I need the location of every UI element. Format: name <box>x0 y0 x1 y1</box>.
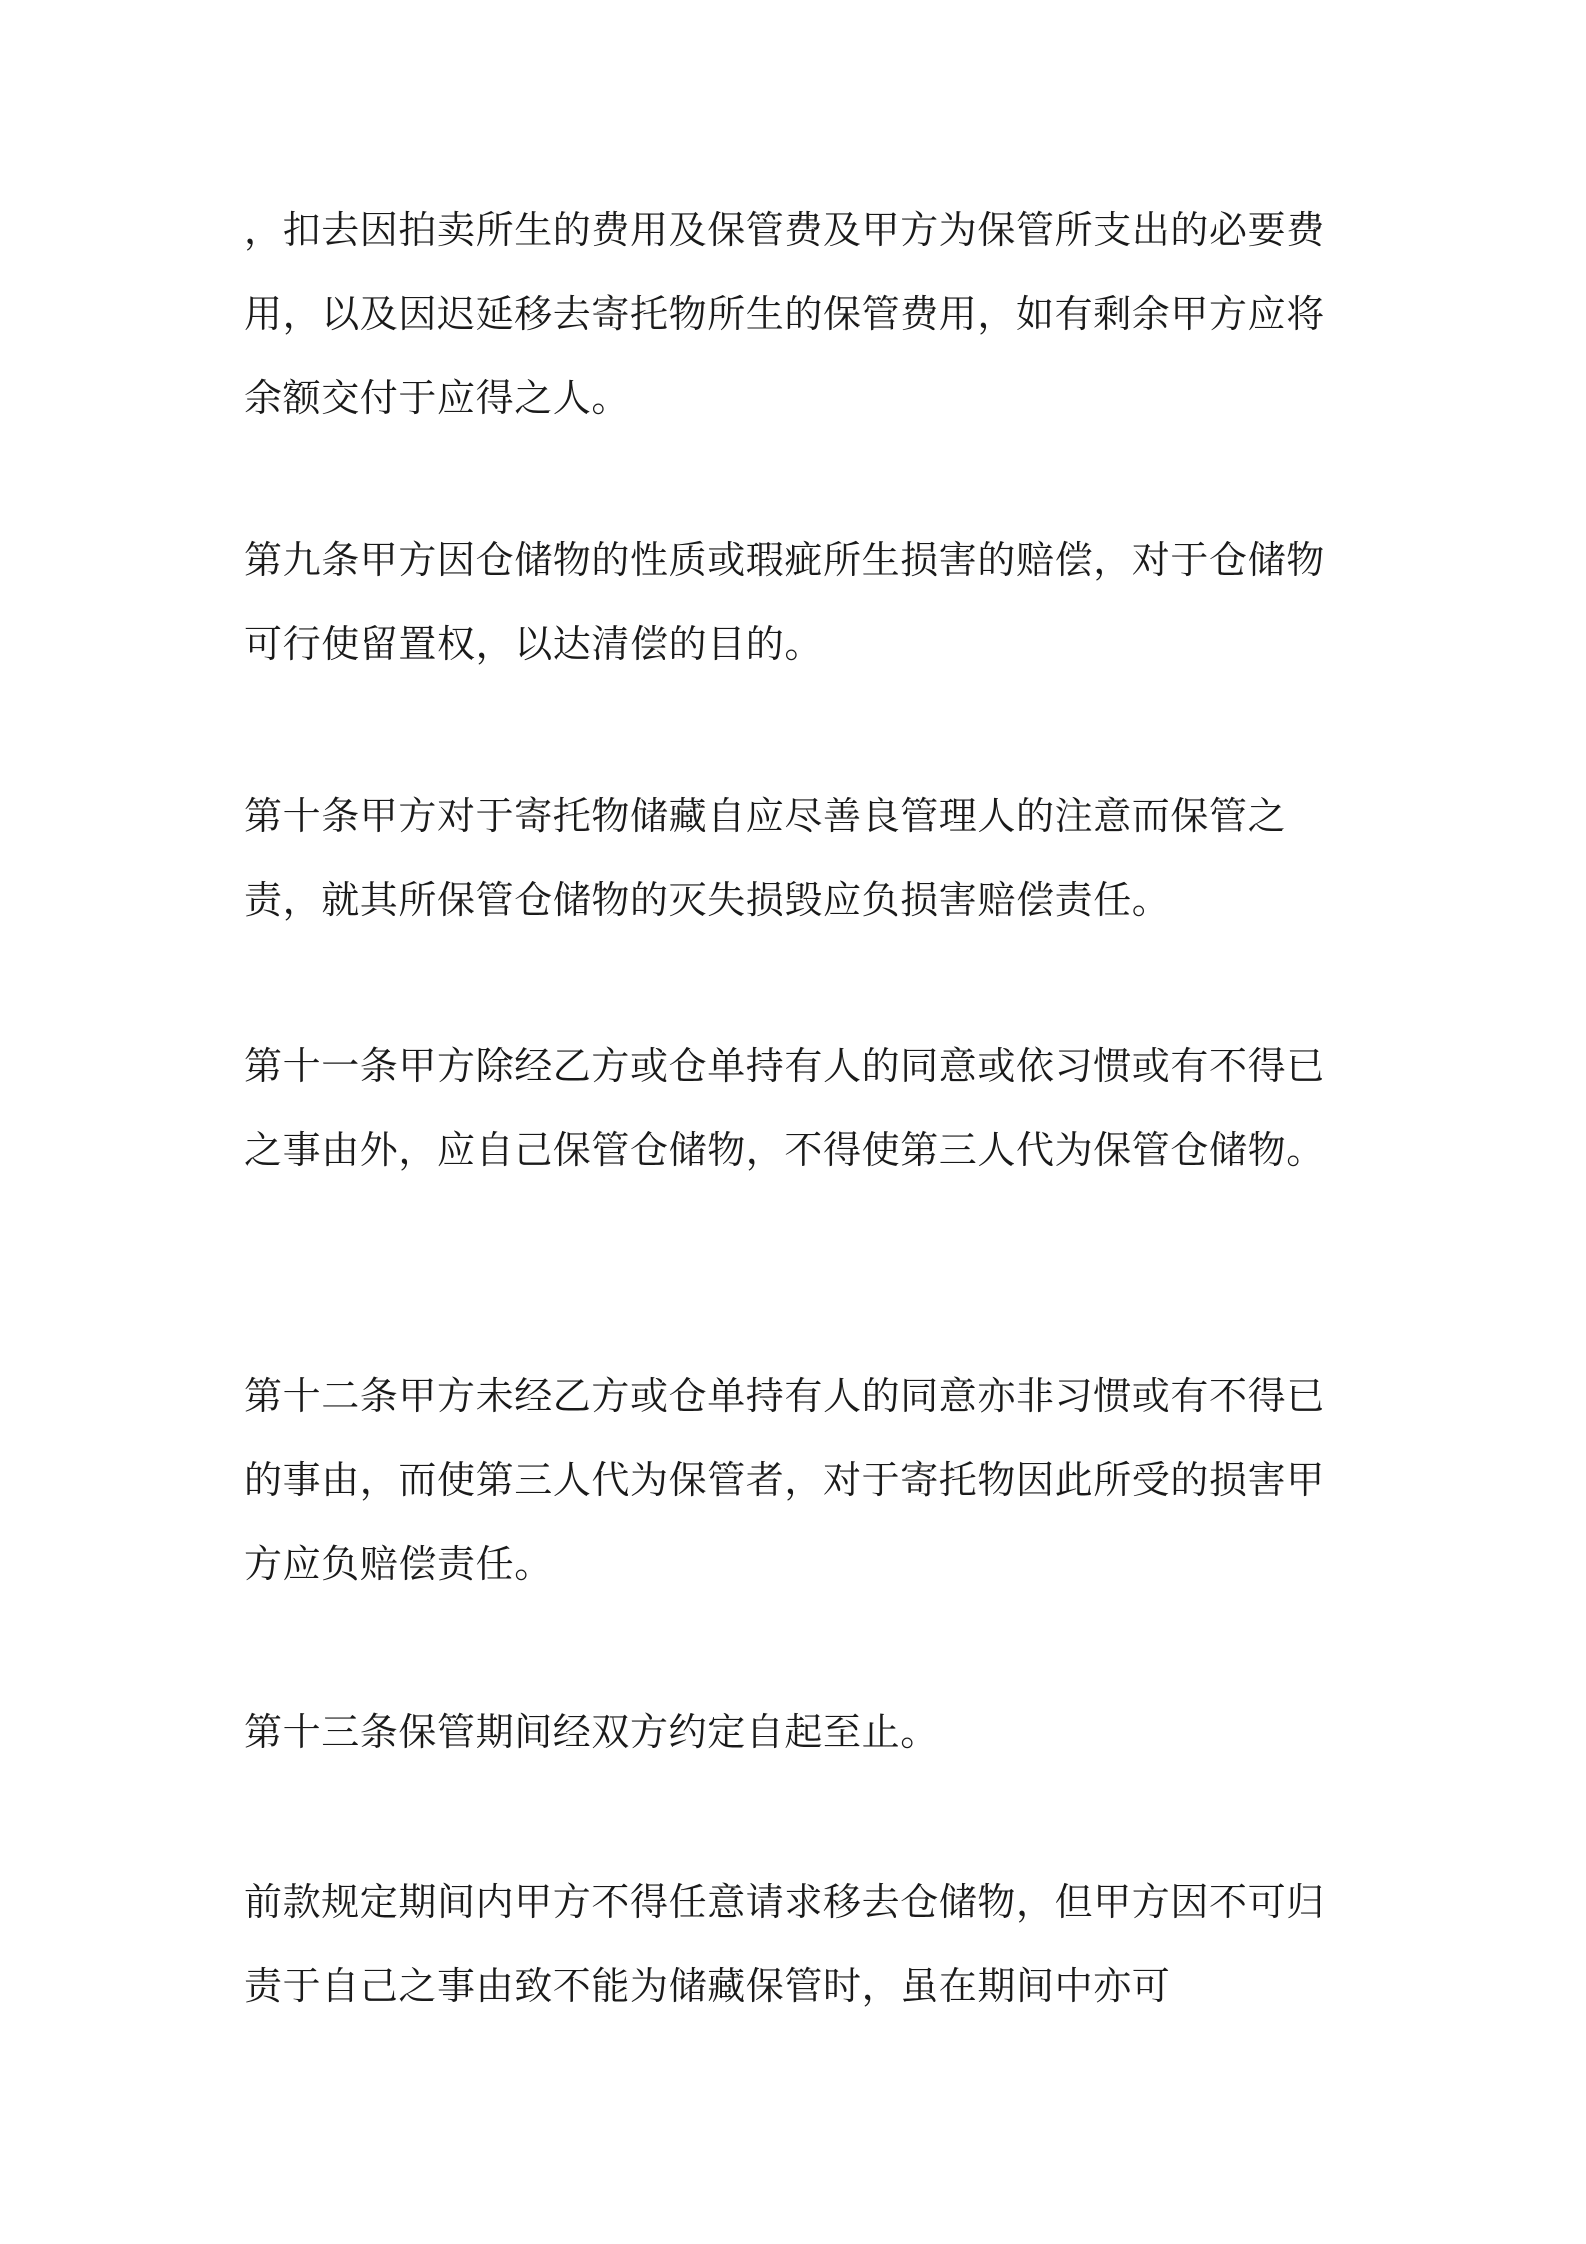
paragraph-article-10: 第十条甲方对于寄托物储藏自应尽善良管理人的注意而保管之责，就其所保管仓储物的灭失损毁应负损害赔偿责任。 <box>244 794 1287 922</box>
paragraph-article-11: 第十一条甲方除经乙方或仓单持有人的同意或依习惯或有不得已之事由外，应自己保管仓储物，不得使第三人代为保管仓储物。 <box>244 1044 1325 1172</box>
paragraph-article-12: 第十二条甲方未经乙方或仓单持有人的同意亦非习惯或有不得已的事由，而使第三人代为保管者，对于寄托物因此所受的损害甲方应负赔偿责任。 <box>244 1374 1325 1586</box>
paragraph-article-13-clause: 前款规定期间内甲方不得任意请求移去仓储物，但甲方因不可归责于自己之事由致不能为储藏保管时，虽在期间中亦可 <box>244 1880 1325 2008</box>
paragraph-continuation: ，扣去因拍卖所生的费用及保管费及甲方为保管所支出的必要费用，以及因迟延移去寄托物所生的保管费用，如有剩余甲方应将余额交付于应得之人。 <box>244 208 1325 420</box>
paragraph-article-9: 第九条甲方因仓储物的性质或瑕疵所生损害的赔偿，对于仓储物可行使留置权，以达清偿的目的。 <box>244 538 1325 666</box>
paragraph-article-13: 第十三条保管期间经双方约定自起至止。 <box>244 1710 939 1754</box>
